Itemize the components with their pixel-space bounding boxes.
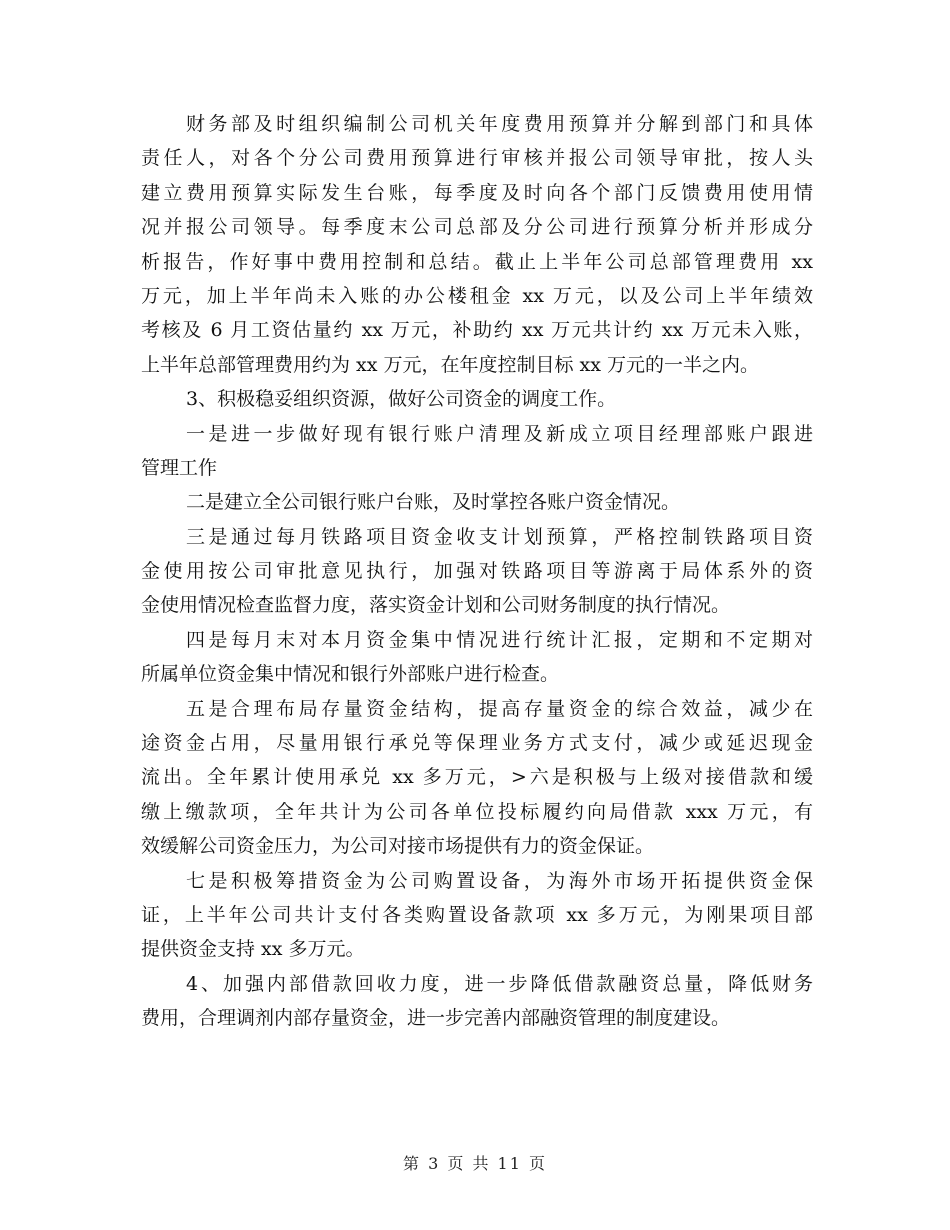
text-line: 析报告，作好事中费用控制和总结。截止上半年公司总部管理费用 xx [141,250,813,273]
text-line: 提供资金支持 xx 多万元。 [141,938,365,961]
text-line: 上半年总部管理费用约为 xx 万元，在年度控制目标 xx 万元的一半之内。 [141,353,760,376]
text-line: 流出。全年累计使用承兑 xx 多万元，>六是积极与上级对接借款和缓 [141,766,813,789]
text-line: 四是每月末对本月资金集中情况进行统计汇报，定期和不定期对 [186,628,813,651]
text-line: 3、积极稳妥组织资源，做好公司资金的调度工作。 [186,388,617,411]
paragraph [141,967,813,1036]
document-body [141,107,813,1036]
paragraph [141,382,813,416]
text-line: 责任人，对各个分公司费用预算进行审核并报公司领导审批，按人头 [141,147,813,170]
paragraph [141,692,813,864]
paragraph [141,520,813,623]
paragraph [141,864,813,967]
text-line: 七是积极筹措资金为公司购置设备，为海外市场开拓提供资金保 [186,869,813,892]
text-line: 五是合理布局存量资金结构，提高存量资金的综合效益，减少在 [186,697,813,720]
text-line: 缴上缴款项，全年共计为公司各单位投标履约向局借款 xxx 万元，有 [141,800,813,823]
text-line: 一是进一步做好现有银行账户清理及新成立项目经理部账户跟进 [186,422,813,445]
text-line: 证，上半年公司共计支付各类购置设备款项 xx 多万元，为刚果项目部 [141,903,813,926]
text-line: 三是通过每月铁路项目资金收支计划预算，严格控制铁路项目资 [186,525,813,548]
text-line: 况并报公司领导。每季度末公司总部及分公司进行预算分析并形成分 [141,216,813,239]
text-line: 财务部及时组织编制公司机关年度费用预算并分解到部门和具体 [186,113,813,135]
text-line: 二是建立全公司银行账户台账，及时掌控各账户资金情况。 [186,491,681,514]
paragraph [141,623,813,692]
text-line: 所属单位资金集中情况和银行外部账户进行检查。 [141,663,560,686]
text-line: 金使用按公司审批意见执行，加强对铁路项目等游离于局体系外的资 [141,560,813,583]
text-line: 效缓解公司资金压力，为公司对接市场提供有力的资金保证。 [141,835,655,858]
text-line: 金使用情况检查监督力度，落实资金计划和公司财务制度的执行情况。 [141,594,731,617]
text-line: 考核及 6 月工资估量约 xx 万元，补助约 xx 万元共计约 xx 万元未入账， [141,319,813,342]
text-line: 建立费用预算实际发生台账，每季度及时向各个部门反馈费用使用情 [141,181,813,204]
text-line: 途资金占用，尽量用银行承兑等保理业务方式支付，减少或延迟现金 [141,732,813,755]
paragraph [141,107,813,382]
page-number-footer: 第 3 页 共 11 页 [403,1154,547,1173]
text-line: 万元，加上半年尚未入账的办公楼租金 xx 万元，以及公司上半年绩效 [141,284,813,307]
text-line: 管理工作 [141,456,218,479]
text-line: 4、加强内部借款回收力度，进一步降低借款融资总量，降低财务 [186,972,813,995]
paragraph [141,485,813,519]
paragraph [141,417,813,486]
text-line: 费用，合理调剂内部存量资金，进一步完善内部融资管理的制度建设。 [141,1007,731,1030]
